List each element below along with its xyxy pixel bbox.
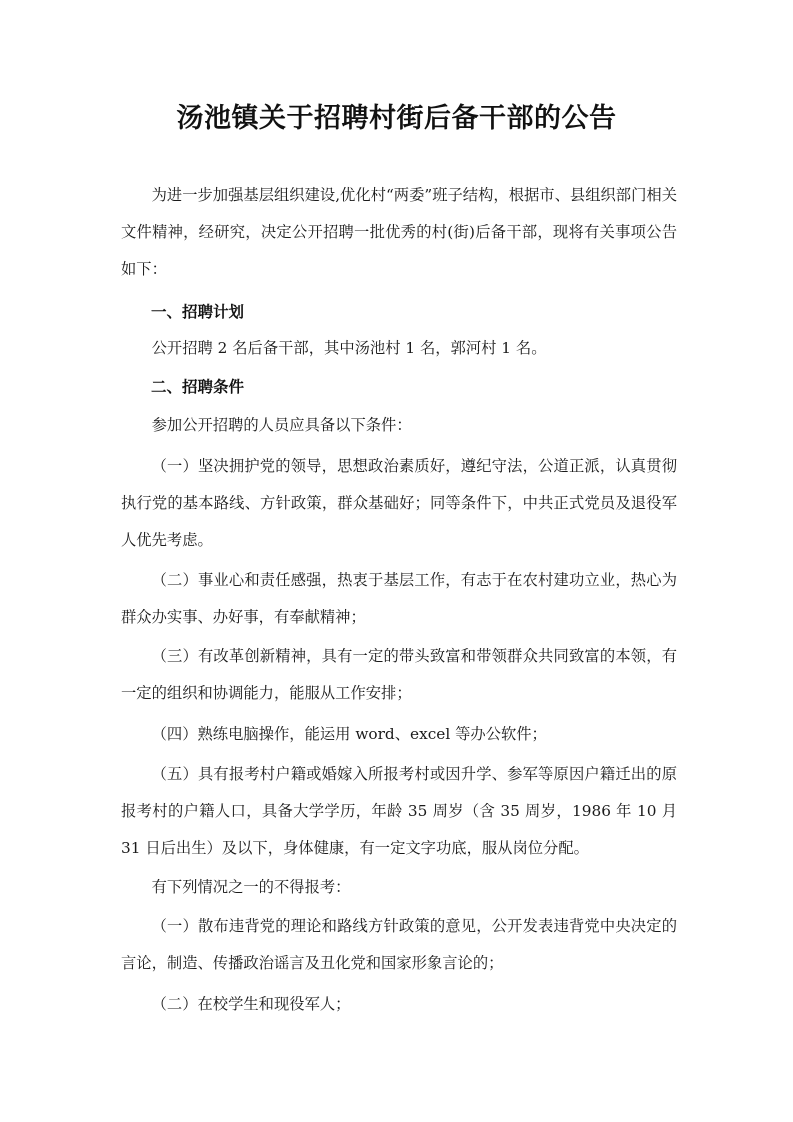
section-heading-plan: 一、招聘计划	[151, 303, 245, 321]
conditions-intro: 参加公开招聘的人员应具备以下条件：	[151, 416, 412, 434]
exclusion-item-2: （二）在校学生和现役军人；	[151, 995, 351, 1013]
condition-item-2: （二）事业心和责任感强，热衷于基层工作，有志于在农村建功立业，热心为群众办实事、办好事，有奉献精神；	[121, 571, 677, 626]
intro-paragraph: 为进一步加强基层组织建设,优化村“两委”班子结构，根据市、县组织部门相关文件精神，经研究，决定公开招聘一批优秀的村(街)后备干部，现将有关事项公告如下：	[121, 186, 677, 278]
document-title: 汤池镇关于招聘村街后备干部的公告	[176, 103, 617, 134]
section-heading-conditions: 二、招聘条件	[151, 378, 245, 396]
condition-item-4: （四）熟练电脑操作，能运用 word、excel 等办公软件；	[151, 725, 547, 743]
exclusion-item-1: （一）散布违背党的理论和路线方针政策的意见，公开发表违背党中央决定的言论，制造、传播政治谣言及丑化党和国家形象言论的；	[121, 917, 677, 972]
condition-item-5: （五）具有报考村户籍或婚嫁入所报考村或因升学、参军等原因户籍迁出的原报考村的户籍人口，具备大学学历，年龄 35 周岁（含 35 周岁，1986 年 10 月 31 日后出生）及以下，身体健康，有一定文字功底，服从岗位分配。	[121, 765, 677, 857]
condition-item-1: （一）坚决拥护党的领导，思想政治素质好，遵纪守法，公道正派，认真贯彻执行党的基本路线、方针政策，群众基础好；同等条件下，中共正式党员及退役军人优先考虑。	[121, 457, 677, 549]
exclusions-intro: 有下列情况之一的不得报考：	[151, 878, 351, 896]
plan-paragraph: 公开招聘 2 名后备干部，其中汤池村 1 名，郭河村 1 名。	[151, 339, 547, 357]
condition-item-3: （三）有改革创新精神，具有一定的带头致富和带领群众共同致富的本领，有一定的组织和协调能力，能服从工作安排；	[121, 647, 677, 702]
